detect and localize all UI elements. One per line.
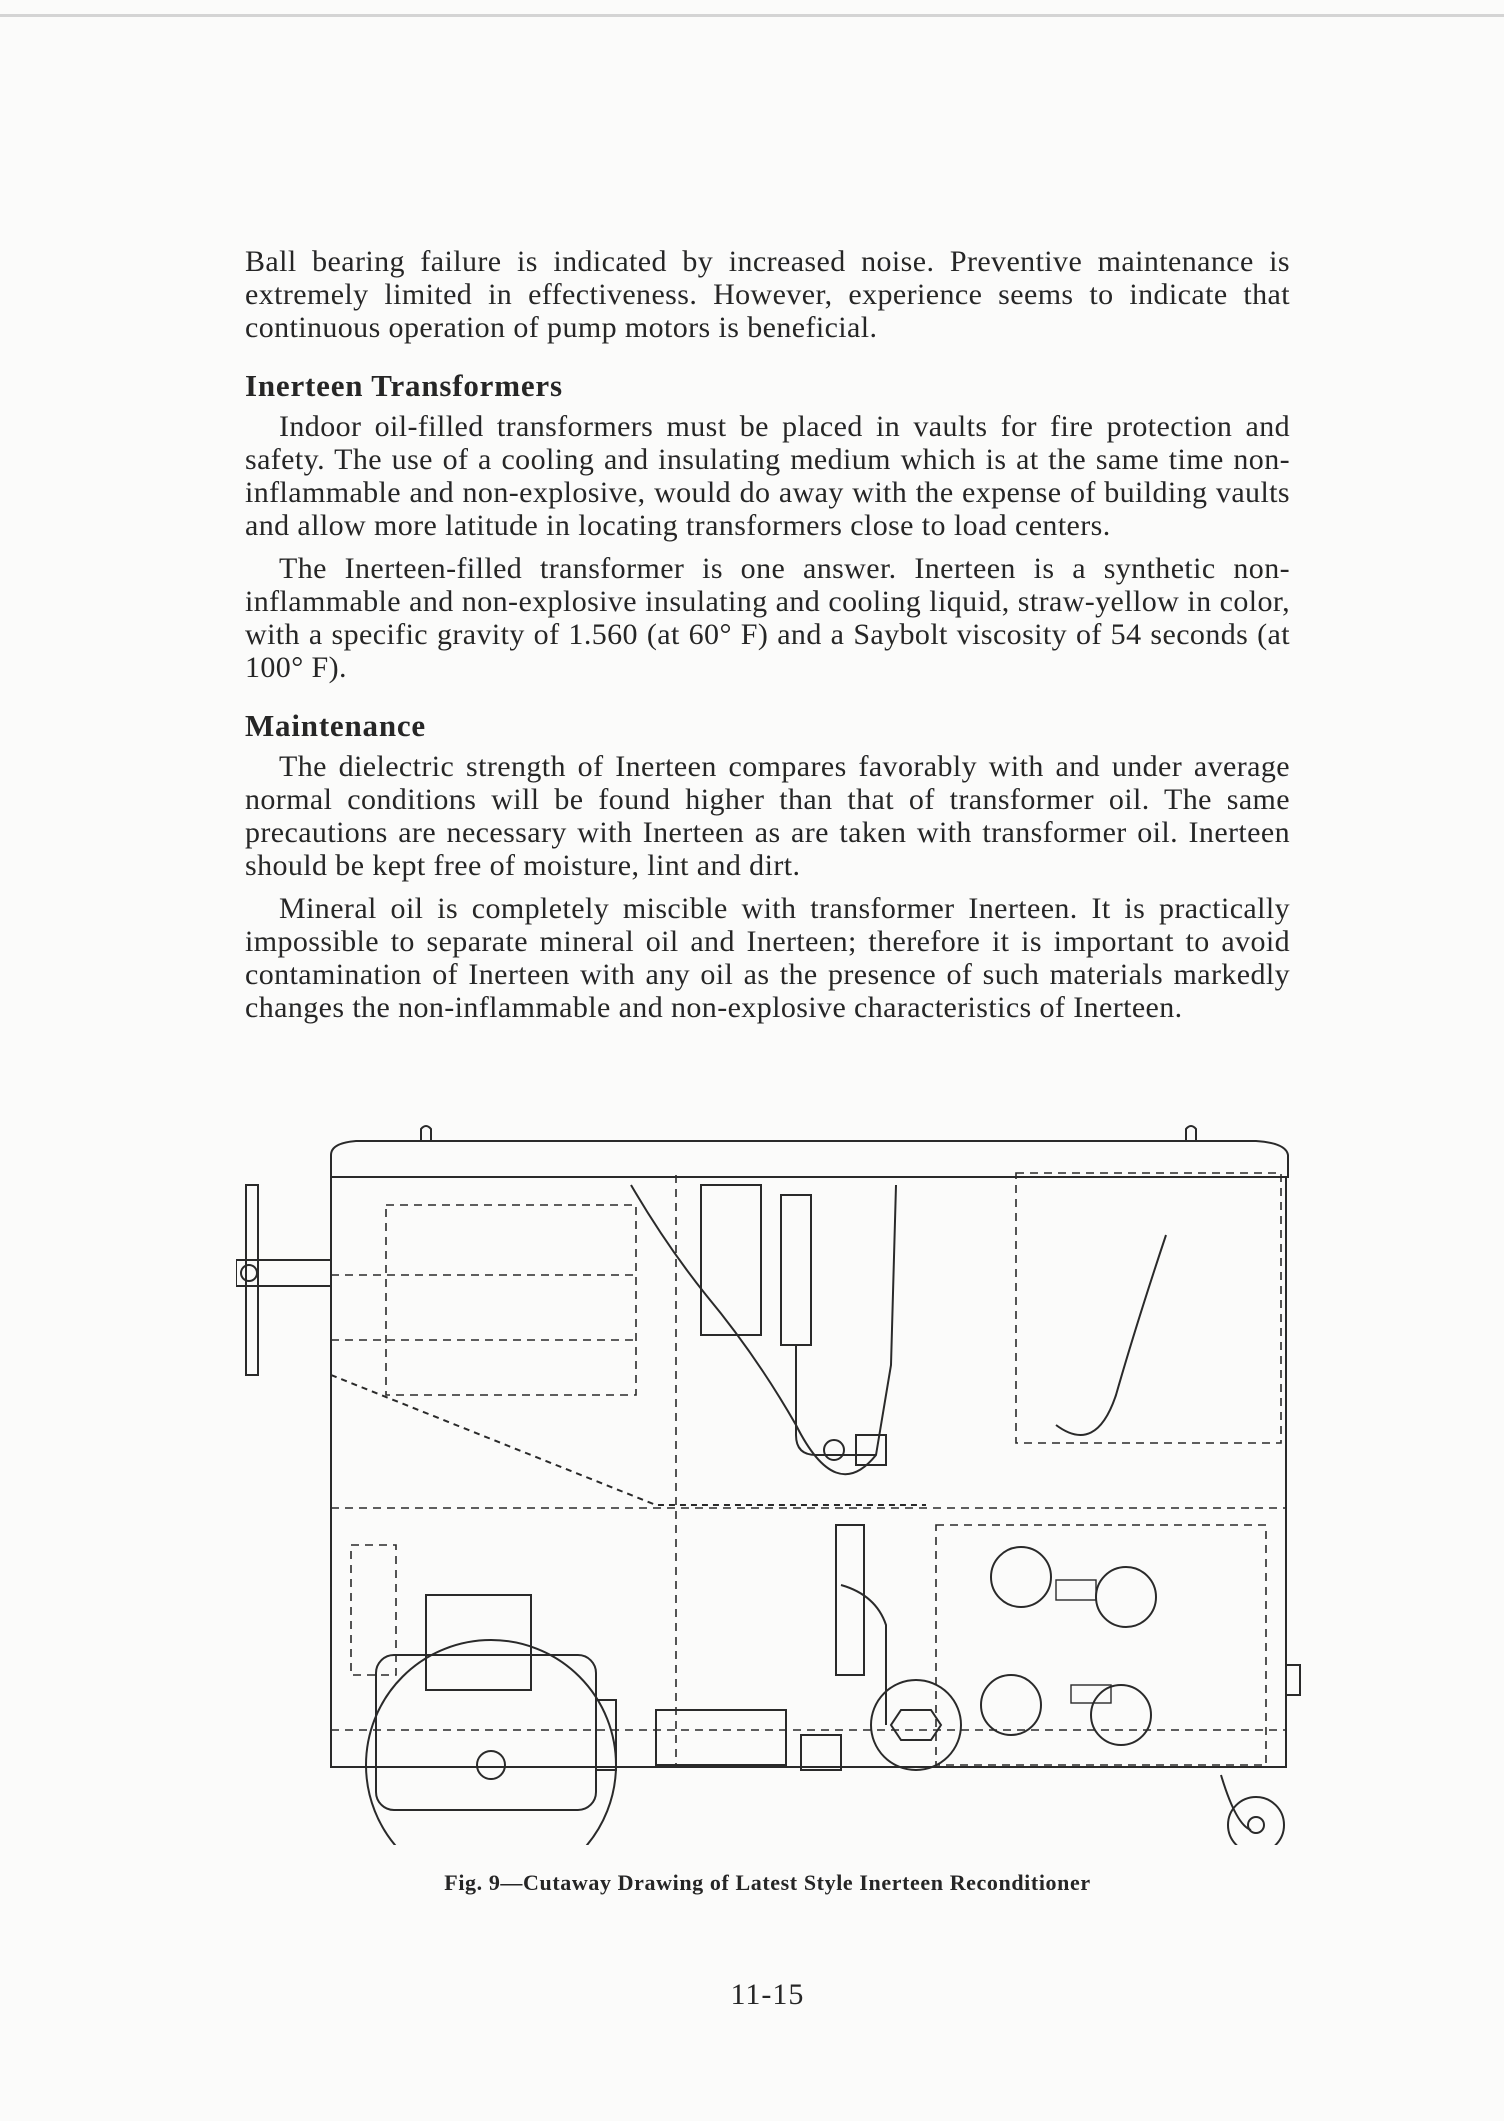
intro-paragraph: Ball bearing failure is indicated by increased noise. Preventive maintenance is extremely limited in effectiveness. However, experience seems to indicate that continuous operation of pump motors is beneficial. — [245, 245, 1290, 344]
reconditioner-line-drawing — [236, 1125, 1306, 1845]
page-number: 11-15 — [730, 1978, 805, 2011]
section-heading-inerteen-transformers: Inerteen Transformers — [245, 368, 563, 403]
paragraph-dielectric-strength: The dielectric strength of Inerteen compares favorably with and under average normal conditions will be found higher than that of transformer oil. The same precautions are necessary with Inerteen as are taken with transformer oil. Inerteen should be kept free of moisture, lint and dirt. — [245, 750, 1290, 882]
section-heading-maintenance: Maintenance — [245, 708, 426, 743]
paragraph-inerteen-filled: The Inerteen-filled transformer is one answer. Inerteen is a synthetic non-inflammable and non-explosive insulating and cooling liquid, straw-yellow in color, with a specific gravity of 1.560 (at 60° F) and a Saybolt viscosity of 54 seconds (at 100° F). — [245, 552, 1290, 684]
paragraph-mineral-oil: Mineral oil is completely miscible with transformer Inerteen. It is practically impossible to separate mineral oil and Inerteen; therefore it is important to avoid contamination of Inerteen with any oil as the presence of such materials markedly changes the non-inflammable and non-explosive characteristics of Inerteen. — [245, 892, 1290, 1024]
figure-caption: Fig. 9—Cutaway Drawing of Latest Style Inerteen Reconditioner — [444, 1870, 1091, 1895]
cutaway-drawing-figure — [236, 1125, 1306, 1845]
page-top-rule — [0, 14, 1504, 17]
paragraph-vaults: Indoor oil-filled transformers must be placed in vaults for fire protection and safety. The use of a cooling and insulating medium which is at the same time non-inflammable and non-explosive, would do away with the expense of building vaults and allow more latitude in locating transformers close to load centers. — [245, 410, 1290, 542]
text-column — [245, 245, 1290, 1024]
